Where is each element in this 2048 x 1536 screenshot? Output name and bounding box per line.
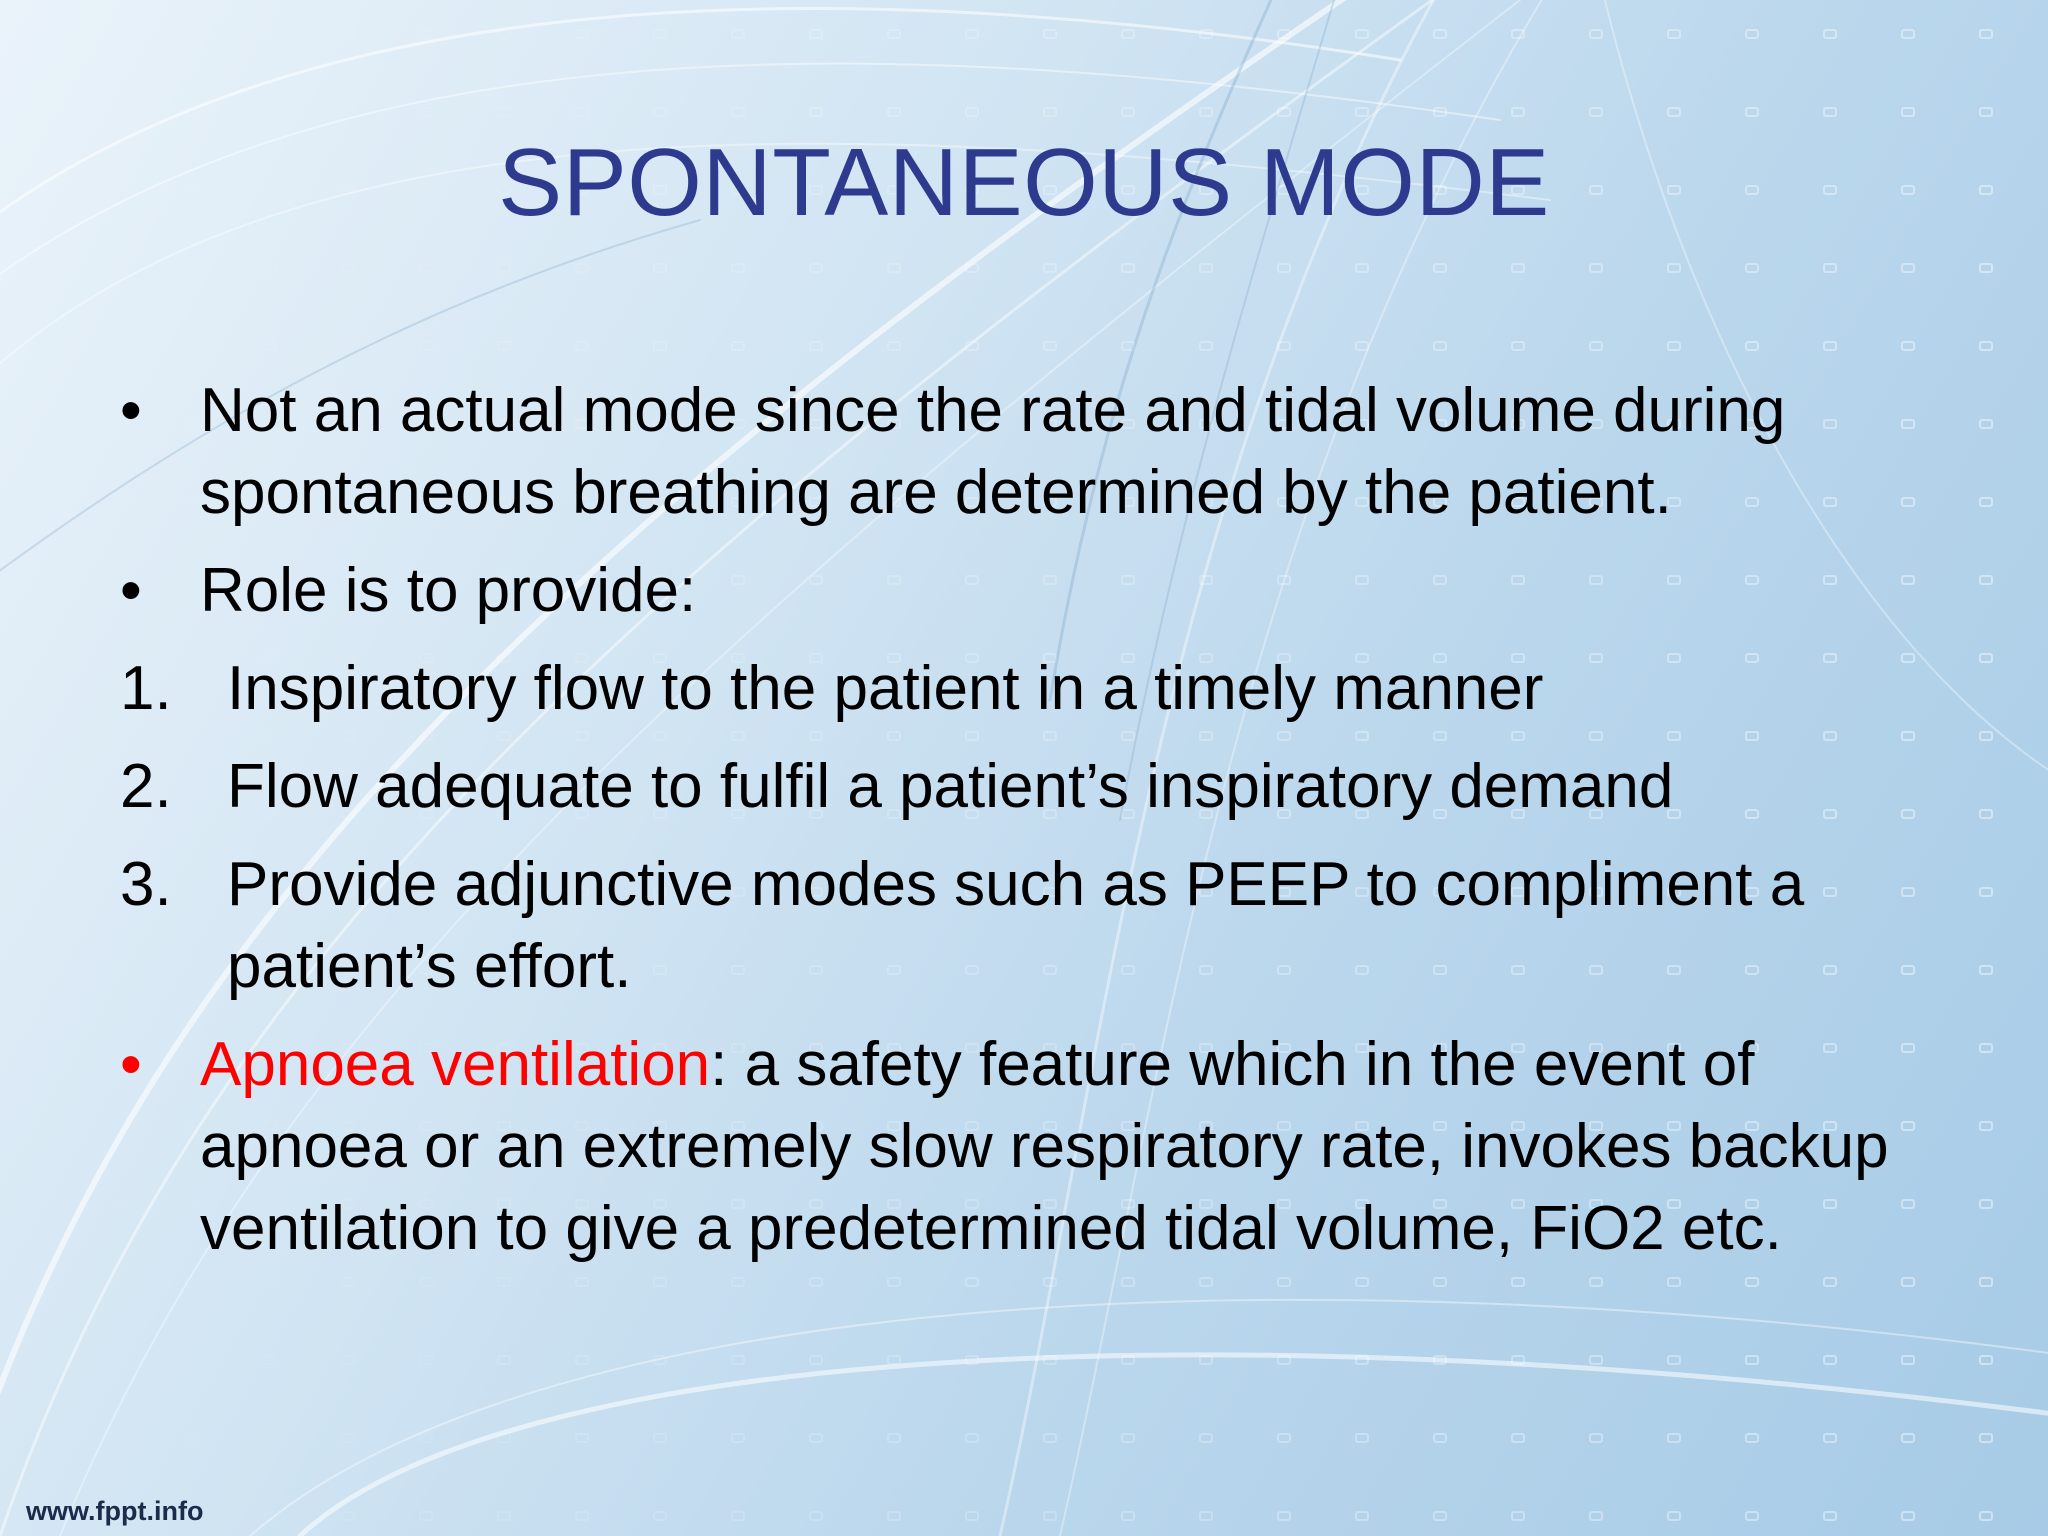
numbered-text: Inspiratory flow to the patient in a timely manner bbox=[227, 654, 1544, 723]
bullet-marker: • bbox=[120, 556, 142, 625]
numbered-item bbox=[120, 648, 1960, 730]
bullet-item-apnoea bbox=[120, 1024, 1960, 1270]
bullet-marker: • bbox=[120, 376, 142, 445]
number-marker: 1. bbox=[120, 654, 172, 723]
numbered-text: Flow adequate to fulfil a patient’s inspiratory demand bbox=[227, 752, 1674, 821]
bullet-item bbox=[120, 550, 1960, 632]
numbered-item bbox=[120, 844, 1960, 1008]
highlight-term: Apnoea ventilation bbox=[200, 1030, 711, 1099]
slide-title: SPONTANEOUS MODE bbox=[498, 129, 1550, 236]
bullet-marker: • bbox=[120, 1030, 142, 1099]
bullet-text: : a safety feature which in the event of apnoea or an extremely slow respiratory rate, invokes backup ventilation to give a predetermined tidal volume, FiO2 etc. bbox=[200, 1030, 1889, 1263]
slide-content bbox=[120, 370, 1960, 1286]
number-marker: 3. bbox=[120, 850, 172, 919]
number-marker: 2. bbox=[120, 752, 172, 821]
bullet-text: Role is to provide: bbox=[200, 556, 697, 625]
numbered-text: Provide adjunctive modes such as PEEP to compliment a patient’s effort. bbox=[227, 850, 1805, 1001]
bullet-text: Not an actual mode since the rate and tidal volume during spontaneous breathing are determined by the patient. bbox=[200, 376, 1786, 527]
numbered-item bbox=[120, 746, 1960, 828]
footer-url: www.fppt.info bbox=[26, 1496, 204, 1526]
bullet-item bbox=[120, 370, 1960, 534]
